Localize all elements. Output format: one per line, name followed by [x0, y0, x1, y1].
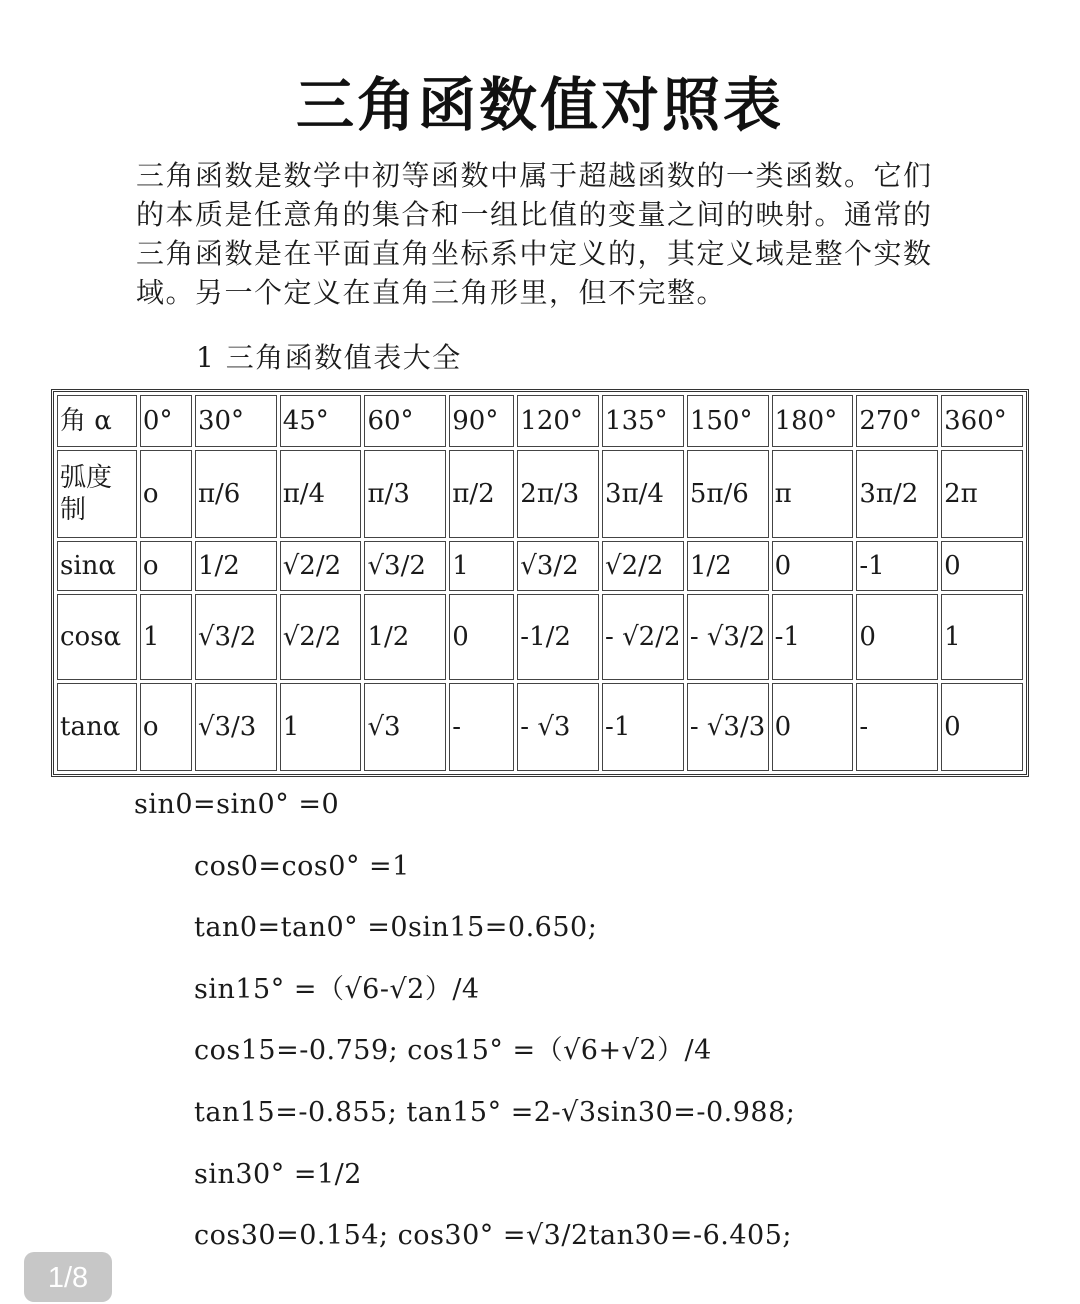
table-cell: 270°	[856, 395, 938, 447]
table-cell: 5π/6	[687, 450, 769, 538]
intro-line: 三角函数是数学中初等函数中属于超越函数的一类函数。它们	[136, 159, 933, 192]
intro-line: 三角函数是在平面直角坐标系中定义的，其定义域是整个实数	[136, 237, 933, 270]
table-cell: o	[140, 450, 192, 538]
table-cell: 0	[856, 594, 938, 680]
table-row	[57, 450, 1023, 538]
table-cell: 120°	[517, 395, 599, 447]
table-cell: 360°	[941, 395, 1023, 447]
table-cell: 0	[941, 683, 1023, 771]
trig-values-table	[51, 389, 1029, 777]
table-cell: o	[140, 683, 192, 771]
formula-line: tan15=-0.855; tan15° =2-√3sin30=-0.988;	[194, 1096, 796, 1128]
table-cell: 0	[941, 541, 1023, 591]
table-cell: π/3	[364, 450, 446, 538]
table-cell: √2/2	[602, 541, 684, 591]
table-cell: √3/2	[195, 594, 277, 680]
table-cell: 30°	[195, 395, 277, 447]
table-row	[57, 683, 1023, 771]
table-cell: 2π	[941, 450, 1023, 538]
row-label-cell: cosα	[57, 594, 137, 680]
table-cell: √3/2	[364, 541, 446, 591]
table-cell: 1/2	[687, 541, 769, 591]
page-title: 三角函数值对照表	[295, 71, 784, 139]
intro-line: 域。另一个定义在直角三角形里，但不完整。	[136, 276, 727, 309]
table-cell: 135°	[602, 395, 684, 447]
table-cell: -1/2	[517, 594, 599, 680]
formula-line: cos30=0.154; cos30° =√3/2tan30=-6.405;	[194, 1220, 792, 1252]
table-cell: π/4	[280, 450, 362, 538]
table-cell: 0°	[140, 395, 192, 447]
table-cell: √3/3	[195, 683, 277, 771]
table-cell: 1	[140, 594, 192, 680]
table-cell: 2π/3	[517, 450, 599, 538]
row-label-cell: tanα	[57, 683, 137, 771]
table-cell: √2/2	[280, 594, 362, 680]
table-row	[57, 541, 1023, 591]
table-cell: -	[449, 683, 514, 771]
table-cell: 60°	[364, 395, 446, 447]
table-cell: -	[856, 683, 938, 771]
formula-line: sin30° =1/2	[194, 1158, 362, 1190]
table-cell: 1/2	[195, 541, 277, 591]
table-cell: 180°	[772, 395, 854, 447]
table-cell: -1	[772, 594, 854, 680]
row-label-cell: sinα	[57, 541, 137, 591]
formula-line: sin15° =（√6-√2）/4	[194, 973, 480, 1005]
table-row	[57, 594, 1023, 680]
table-cell: - √2/2	[602, 594, 684, 680]
formula-line: cos0=cos0° =1	[194, 850, 410, 882]
table-cell: 90°	[449, 395, 514, 447]
formula-line: cos15=-0.759; cos15° =（√6+√2）/4	[194, 1035, 712, 1067]
table-cell: 1	[449, 541, 514, 591]
row-label-cell: 弧度制	[57, 450, 137, 538]
table-cell: π/2	[449, 450, 514, 538]
table-cell: 1/2	[364, 594, 446, 680]
page-indicator: 1/8	[24, 1252, 112, 1302]
table-cell: 3π/4	[602, 450, 684, 538]
table-cell: o	[140, 541, 192, 591]
table-cell: π/6	[195, 450, 277, 538]
table-cell: √3/2	[517, 541, 599, 591]
table-cell: 3π/2	[856, 450, 938, 538]
table-cell: 150°	[687, 395, 769, 447]
table-cell: -1	[602, 683, 684, 771]
formula-list	[0, 782, 1080, 1275]
trig-table-container	[51, 389, 1029, 757]
table-cell: - √3/3	[687, 683, 769, 771]
table-cell: 0	[772, 683, 854, 771]
table-cell: 1	[280, 683, 362, 771]
table-cell: -1	[856, 541, 938, 591]
formula-line: sin0=sin0° =0	[134, 789, 340, 820]
table-cell: √2/2	[280, 541, 362, 591]
table-cell: 0	[449, 594, 514, 680]
table-cell: 45°	[280, 395, 362, 447]
row-label-cell: 角 α	[57, 395, 137, 447]
table-cell: 1	[941, 594, 1023, 680]
table-header-row	[57, 395, 1023, 447]
table-cell: - √3/2	[687, 594, 769, 680]
table-cell: π	[772, 450, 854, 538]
intro-line: 的本质是任意角的集合和一组比值的变量之间的映射。通常的	[136, 198, 933, 231]
table-cell: 0	[772, 541, 854, 591]
formula-line: tan0=tan0° =0sin15=0.650;	[194, 912, 598, 944]
section-heading: 1 三角函数值表大全	[196, 341, 462, 374]
table-cell: √3	[364, 683, 446, 771]
table-cell: - √3	[517, 683, 599, 771]
intro-paragraph	[136, 156, 946, 312]
